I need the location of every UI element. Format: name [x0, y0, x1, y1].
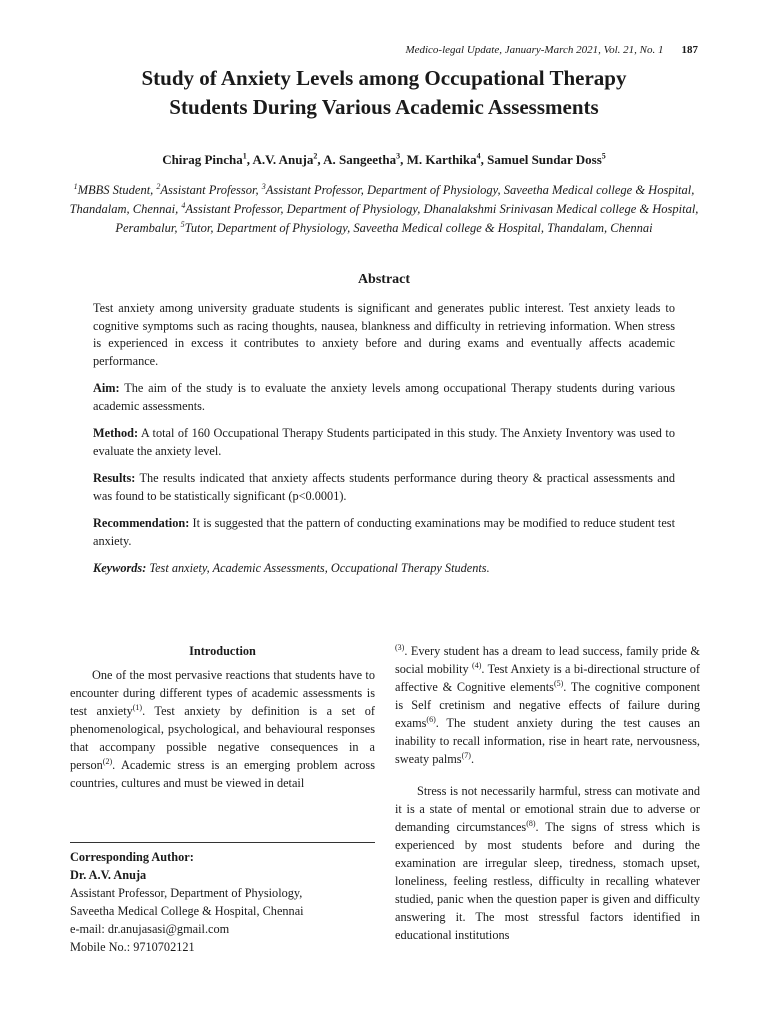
page-number: 187 — [681, 44, 698, 56]
affiliation-sup: 5 — [180, 219, 185, 229]
introduction-heading: Introduction — [189, 644, 256, 658]
affiliation-sup: 4 — [181, 200, 186, 210]
affiliation: Assistant Professor, Department of Physiology, Saveetha Medical college & Hospital, Thandalam, Chennai, — [69, 183, 695, 216]
footnote-divider — [70, 842, 375, 843]
results-text: The results indicated that anxiety affects students performance during theory & practical assessments and was found to be statistically significant (p<0.0001). — [93, 471, 675, 503]
author-sup: 5 — [601, 151, 606, 161]
text-run: . Every student has a dream to lead success, family pride & social mobility — [395, 644, 700, 676]
method-text: A total of 160 Occupational Therapy Students participated in this study. The Anxiety Inventory was used to evaluate the anxiety level. — [93, 426, 675, 458]
author: Chirag Pincha — [162, 152, 243, 167]
corresponding-author-block — [70, 848, 375, 956]
corresponding-author-position: Assistant Professor, Department of Physiology, — [70, 886, 303, 900]
column-left — [70, 642, 375, 802]
abstract-recommendation — [93, 515, 675, 550]
author-sup: 4 — [476, 151, 481, 161]
method-label: Method: — [93, 426, 139, 440]
aim-text: The aim of the study is to evaluate the anxiety levels among occupational Therapy students during various academic assessments. — [93, 381, 675, 413]
abstract-results — [93, 470, 675, 505]
affiliation: MBBS Student, — [77, 183, 157, 197]
affiliation: Tutor, Department of Physiology, Saveetha Medical college & Hospital, Thandalam, Chennai — [184, 221, 653, 235]
citation-ref: (6) — [426, 714, 436, 724]
text-run: . Test anxiety by definition is a set of phenomenological, psychological, and behavioural responses that accompany possible negative consequences in a person — [70, 704, 375, 772]
recommendation-text: It is suggested that the pattern of conducting examinations may be modified to reduce student test anxiety. — [93, 516, 675, 548]
text-run: . Test Anxiety is a bi-directional structure of affective & Cognitive elements — [395, 662, 700, 694]
author-sup: 2 — [313, 151, 318, 161]
keywords-text: Test anxiety, Academic Assessments, Occupational Therapy Students. — [146, 561, 490, 575]
title-line-1: Study of Anxiety Levels among Occupational Therapy — [141, 66, 627, 90]
affiliations — [66, 181, 702, 238]
affiliation-sup: 2 — [156, 181, 161, 191]
results-label: Results: — [93, 471, 136, 485]
citation-ref: (2) — [102, 756, 113, 766]
introduction-paragraph-1-continued — [395, 642, 700, 768]
journal-citation: Medico-legal Update, January-March 2021, Vol. 21, No. 1 — [405, 44, 664, 56]
author: Samuel Sundar Doss — [487, 152, 602, 167]
text-run: . The cognitive component is Self cretinism and negative effects of failure during exams — [395, 680, 701, 730]
author: A. Sangeetha — [323, 152, 397, 167]
recommendation-label: Recommendation: — [93, 516, 190, 530]
introduction-paragraph-1 — [70, 666, 375, 792]
abstract-keywords — [93, 560, 675, 578]
author-list: Chirag Pincha$^1$, A.V. Anuja$^2$, A. Sangeetha$^3$, M. Karthika$^4$, Samuel Sundar Doss$^5$ — [162, 151, 606, 167]
corresponding-author-institution: Saveetha Medical College & Hospital, Chennai — [70, 904, 304, 918]
text-run: . Academic stress is an emerging problem across countries, cultures and must be viewed in detail — [70, 758, 375, 790]
text-run: . — [470, 752, 475, 766]
corresponding-author-mobile: Mobile No.: 9710702121 — [70, 940, 195, 954]
citation-ref: (3) — [395, 642, 405, 652]
introduction-paragraph-2 — [395, 782, 700, 944]
citation-ref: (4) — [472, 660, 482, 670]
abstract-heading: Abstract — [357, 272, 411, 287]
abstract-method — [93, 425, 675, 460]
citation-ref: (5) — [553, 678, 564, 688]
author: A.V. Anuja — [252, 152, 314, 167]
affiliation-sup: 1 — [73, 181, 78, 191]
title-line-2: Students During Various Academic Assessments — [169, 95, 599, 119]
aim-label: Aim: — [93, 381, 120, 395]
paper-title — [60, 64, 708, 122]
affiliation: Assistant Professor, Department of Physiology, Dhanalakshmi Srinivasan Medical college & Hospital, Perambalur, — [115, 202, 699, 235]
corresponding-author-label: Corresponding Author: — [70, 850, 194, 864]
citation-ref: (7) — [461, 750, 471, 760]
author: M. Karthika — [406, 152, 477, 167]
affiliation-sup: 3 — [261, 181, 266, 191]
corresponding-author-name: Dr. A.V. Anuja — [70, 868, 147, 882]
text-run: . The student anxiety during the test causes an inability to recall information, rise in heart rate, nervousness, sweaty palms — [395, 716, 700, 766]
text-run: One of the most pervasive reactions that students have to encounter during different types of academic assessments is test anxiety — [70, 668, 375, 718]
abstract-body — [93, 300, 675, 588]
text-run: Stress is not necessarily harmful, stress can motivate and it is a state of mental or emotional strain due to adverse or demanding circumstances — [395, 784, 700, 834]
author-sup: 3 — [396, 151, 401, 161]
citation-ref: (8) — [526, 818, 536, 828]
author-sup: 1 — [242, 151, 247, 161]
affiliation: Assistant Professor, — [160, 183, 262, 197]
keywords-label: Keywords: — [93, 561, 147, 575]
running-header — [405, 44, 698, 56]
column-right — [395, 642, 700, 954]
abstract-intro: Test anxiety among university graduate students is significant and generates public interest. Test anxiety leads to cognitive symptoms such as racing thoughts, nausea, blankness and difficulty in retrieving information. When stress is experienced in excess it contributes to anxiety before and during exams and eventually affects academic performance. — [93, 301, 675, 368]
citation-ref: (1) — [132, 702, 143, 712]
text-run: . The signs of stress which is experienced by most students before and during the examination are irregular sleep, tiredness, stomach upset, loneliness, feeling restless, difficulty in recalling whatever studied, panic when the question paper is given and difficulty answering it. The most stressful factors identified in educational institutions — [395, 820, 700, 942]
corresponding-author-email: e-mail: dr.anujasasi@gmail.com — [70, 922, 230, 936]
abstract-aim — [93, 380, 675, 415]
